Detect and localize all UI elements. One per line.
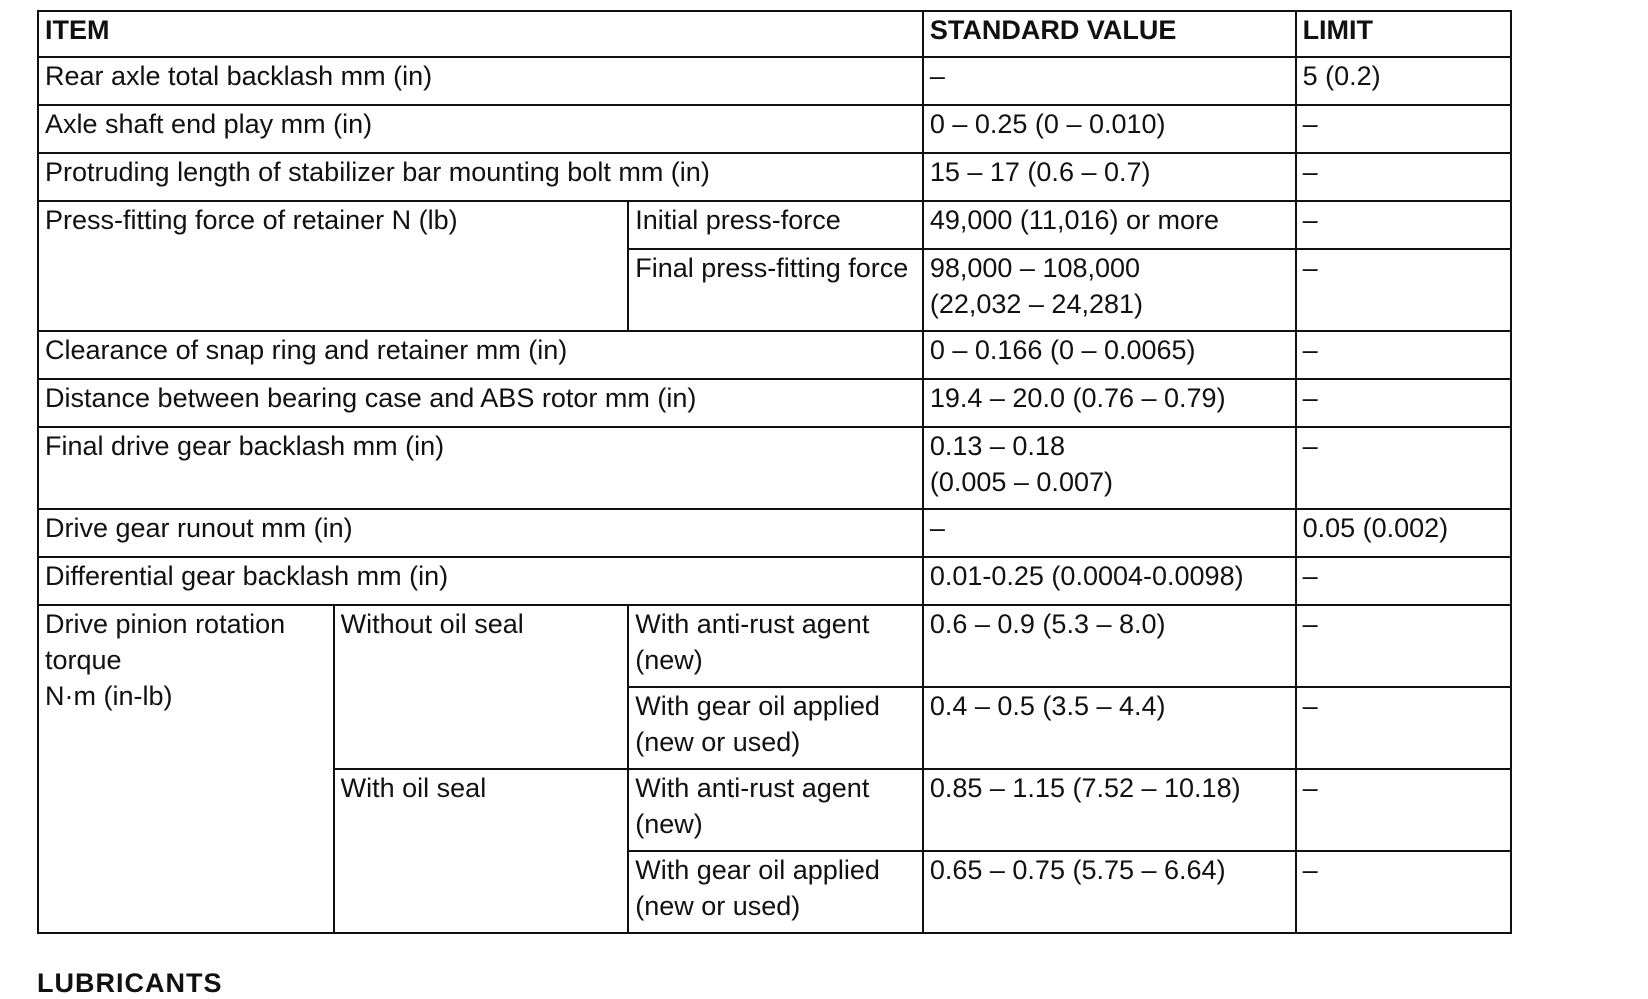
limit-cell: –	[1296, 687, 1511, 769]
table-row	[38, 57, 1511, 105]
limit-cell: –	[1296, 153, 1511, 201]
limit-cell: –	[1296, 769, 1511, 851]
condition-cell: With anti-rust agent (new)	[628, 769, 923, 851]
standard-value-cell: 0.4 – 0.5 (3.5 – 4.4)	[923, 687, 1296, 769]
limit-cell: 0.05 (0.002)	[1296, 509, 1511, 557]
table-row	[38, 331, 1511, 379]
header-standard-value: STANDARD VALUE	[923, 11, 1296, 57]
standard-value-cell: 0 – 0.166 (0 – 0.0065)	[923, 331, 1296, 379]
limit-cell: –	[1296, 331, 1511, 379]
limit-cell: –	[1296, 605, 1511, 687]
limit-cell: –	[1296, 427, 1511, 509]
limit-cell: –	[1296, 851, 1511, 933]
table-row	[38, 153, 1511, 201]
standard-value-cell: 19.4 – 20.0 (0.76 – 0.79)	[923, 379, 1296, 427]
item-cell: Axle shaft end play mm (in)	[38, 105, 923, 153]
condition-cell: With gear oil applied (new or used)	[628, 687, 923, 769]
standard-value-cell: 0.6 – 0.9 (5.3 – 8.0)	[923, 605, 1296, 687]
standard-value-cell: 0.85 – 1.15 (7.52 – 10.18)	[923, 769, 1296, 851]
item-cell: Distance between bearing case and ABS rotor mm (in)	[38, 379, 923, 427]
group-cell: With oil seal	[334, 769, 629, 933]
condition-cell: With gear oil applied (new or used)	[628, 851, 923, 933]
group-cell: Without oil seal	[334, 605, 629, 769]
limit-cell: –	[1296, 379, 1511, 427]
standard-value-cell: 98,000 – 108,000 (22,032 – 24,281)	[923, 249, 1296, 331]
next-section-heading: LUBRICANTS	[37, 968, 223, 998]
standard-value-cell: –	[923, 57, 1296, 105]
table-row	[38, 427, 1511, 509]
item-cell: Drive pinion rotation torque N·m (in-lb)	[38, 605, 334, 933]
condition-cell: With anti-rust agent (new)	[628, 605, 923, 687]
condition-cell: Initial press-force	[628, 201, 923, 249]
table-header-row	[38, 11, 1511, 57]
item-cell: Differential gear backlash mm (in)	[38, 557, 923, 605]
limit-cell: –	[1296, 249, 1511, 331]
standard-value-cell: 0.01-0.25 (0.0004-0.0098)	[923, 557, 1296, 605]
standard-value-cell: 0.13 – 0.18 (0.005 – 0.007)	[923, 427, 1296, 509]
limit-cell: –	[1296, 105, 1511, 153]
standard-value-cell: –	[923, 509, 1296, 557]
standard-value-cell: 0 – 0.25 (0 – 0.010)	[923, 105, 1296, 153]
item-cell: Clearance of snap ring and retainer mm (in)	[38, 331, 923, 379]
limit-cell: –	[1296, 557, 1511, 605]
header-limit: LIMIT	[1296, 11, 1511, 57]
table-row	[38, 379, 1511, 427]
standard-value-cell: 15 – 17 (0.6 – 0.7)	[923, 153, 1296, 201]
item-cell: Protruding length of stabilizer bar mounting bolt mm (in)	[38, 153, 923, 201]
limit-cell: 5 (0.2)	[1296, 57, 1511, 105]
standard-value-cell: 0.65 – 0.75 (5.75 – 6.64)	[923, 851, 1296, 933]
limit-cell: –	[1296, 201, 1511, 249]
table-row	[38, 509, 1511, 557]
condition-cell: Final press-fitting force	[628, 249, 923, 331]
item-cell: Rear axle total backlash mm (in)	[38, 57, 923, 105]
item-cell: Press-fitting force of retainer N (lb)	[38, 201, 628, 331]
item-cell: Final drive gear backlash mm (in)	[38, 427, 923, 509]
specification-table	[37, 10, 1512, 934]
table-row	[38, 605, 1511, 687]
standard-value-cell: 49,000 (11,016) or more	[923, 201, 1296, 249]
header-item: ITEM	[38, 11, 923, 57]
table-row	[38, 201, 1511, 249]
table-row	[38, 105, 1511, 153]
item-cell: Drive gear runout mm (in)	[38, 509, 923, 557]
table-row	[38, 557, 1511, 605]
